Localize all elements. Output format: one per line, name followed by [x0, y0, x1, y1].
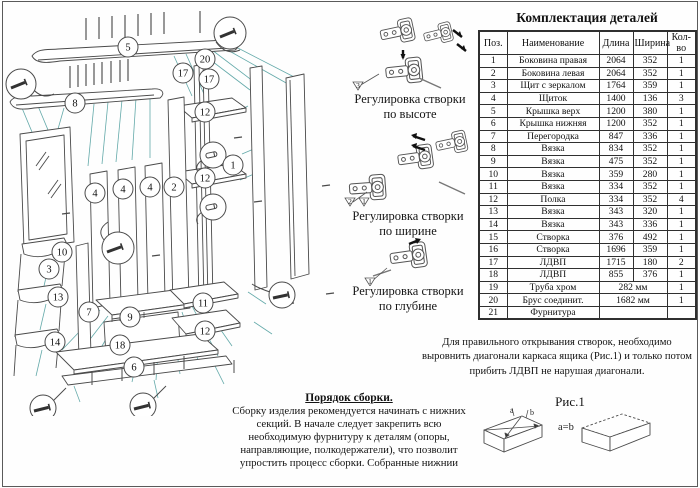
table-row: 9 Вязка 475 352 1: [479, 155, 696, 168]
part-callout-number: 4: [120, 184, 126, 196]
part-callout-number: 12: [199, 173, 211, 185]
part-callout-number: 11: [197, 298, 209, 310]
part-callout-number: 17: [203, 74, 215, 86]
figure-label: Рис.1: [555, 394, 585, 409]
hinge-marker-label: 1: [362, 197, 366, 206]
col-header-pos: Поз.: [479, 31, 507, 55]
part-callout-number: 10: [56, 247, 68, 259]
parts-table: [478, 30, 697, 320]
part-callout-number: 7: [86, 307, 92, 319]
table-row: 21 Фурнитура: [479, 306, 696, 319]
part-callout-number: 4: [147, 182, 153, 194]
table-row: 5 Крышка верх 1200 380 1: [479, 105, 696, 118]
parts-table-title: Комплектация деталей: [516, 10, 658, 25]
table-row: 8 Вязка 834 352 1: [479, 143, 696, 156]
part-callout-number: 6: [131, 362, 137, 374]
part-callout-number: 20: [199, 54, 211, 66]
part-callout-number: 12: [199, 107, 211, 119]
magnifier-screw-icon: [30, 395, 56, 416]
part-callout-number: 9: [127, 312, 133, 324]
table-row: 4 Щиток 1400 136 3: [479, 92, 696, 105]
part-callout-number: 18: [114, 340, 126, 352]
table-row: 17 ЛДВП 1715 180 2: [479, 256, 696, 269]
col-header-width: Ширина: [633, 31, 667, 55]
part-callout-number: 12: [199, 326, 211, 338]
hinge-diagram-width: [343, 128, 473, 208]
part-callout-number: 14: [49, 337, 61, 349]
parts-table-body: [479, 55, 696, 320]
hinge-marker-label: 1: [368, 277, 372, 286]
part-callout-number: 4: [92, 188, 98, 200]
figure-1-drawing: [478, 406, 696, 484]
hinge-diagram-height: [345, 14, 475, 92]
part-callout-number: 8: [72, 98, 78, 110]
part-callout-number: 3: [46, 264, 52, 276]
caption-width-adjust: Регулировка створки по ширине: [352, 209, 464, 238]
exploded-view-drawing: [4, 4, 349, 416]
table-row: 18 ЛДВП 855 376 1: [479, 269, 696, 282]
table-row: 13 Вязка 343 320 1: [479, 206, 696, 219]
table-row: 3 Щит с зеркалом 1764 359 1: [479, 80, 696, 93]
caption-depth-adjust: Регулировка створки по глубине: [352, 284, 464, 313]
table-row: 15 Створка 376 492 1: [479, 231, 696, 244]
magnifier-screw-icon: [130, 393, 156, 416]
assembly-heading: Порядок сборки.: [305, 392, 393, 404]
table-row: 14 Вязка 343 336 1: [479, 218, 696, 231]
diagonal-b-label: b: [530, 408, 534, 417]
part-callout-number: 13: [52, 292, 64, 304]
table-header-row: [479, 31, 696, 55]
table-row: 10 Вязка 359 280 1: [479, 168, 696, 181]
col-header-name: Наименование: [507, 31, 599, 55]
hinge-diagram-depth: [343, 238, 473, 286]
equality-label: a=b: [558, 422, 574, 433]
table-row: 11 Вязка 334 352 1: [479, 180, 696, 193]
table-row: 20 Брус соединит. 1682 мм 1: [479, 294, 696, 307]
part-callout-number: 1: [230, 160, 236, 172]
assembly-body: Сборку изделия рекомендуется начинать с нижних секций. В начале следует закрепить всю необходимую фурнитуру к деталям (опоры, направляющие, полкодержатели), что позволит упростить процесс сборки. Собранные нижнии: [232, 405, 466, 469]
table-row: 6 Крышка нижняя 1200 352 1: [479, 117, 696, 130]
part-callout-number: 2: [171, 182, 177, 194]
part-callout-number: 17: [177, 68, 189, 80]
col-header-qty: Кол-во: [667, 31, 696, 55]
diagonal-note: Для правильного открывания створок, необходимо выровнить диагонали каркаса ящика (Рис.1) и только потом прибить ЛДВП не нарушая диагонали.: [422, 337, 692, 377]
col-header-length: Длина: [599, 31, 633, 55]
diagonal-a-label: a: [510, 406, 514, 415]
table-row: 7 Перегородка 847 336 1: [479, 130, 696, 143]
assembly-instructions: [230, 392, 468, 470]
table-row: 1 Боковина правая 2064 352 1: [479, 55, 696, 68]
table-row: 12 Полка 334 352 4: [479, 193, 696, 206]
caption-height-adjust: Регулировка створки по высоте: [354, 92, 466, 121]
hinge-marker-label: 3: [356, 81, 360, 90]
table-row: 16 Створка 1696 359 1: [479, 243, 696, 256]
part-callout-number: 5: [125, 42, 131, 54]
table-row: 2 Боковина левая 2064 352 1: [479, 67, 696, 80]
table-row: 19 Труба хром 282 мм 1: [479, 281, 696, 294]
hinge-marker-label: 2: [348, 197, 352, 206]
